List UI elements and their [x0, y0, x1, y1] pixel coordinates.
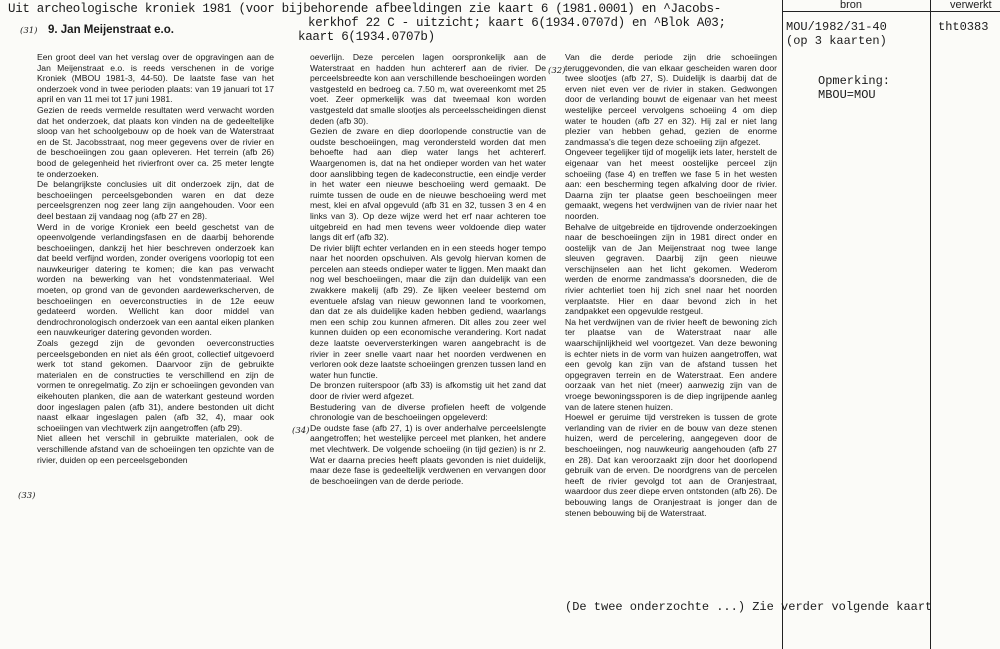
text-column-3 [565, 52, 777, 518]
paragraph: De rivier blijft echter verlanden en in een steeds hoger tempo naar het noorden opschuiven. Als gevolg hiervan komen de percelen aan steeds ondieper water te liggen. Men maakt dan nog wel beschoeiingen, maar die zijn dan duidelijk van een zwakkere makelij (afb 29). Ze lijken veeleer bestemd om eventuele afslag van nieuw gewonnen land te voorkomen, dan dat ze als duidelijke kaden hebben gediend, waarlangs men een schip zou kunnen afmeren. Dit alles zou zeer wel kunnen duiden op een economische verandering. Kort nadat deze laatste oeverversterkingen waren aangebracht is de rivier in zeer snelle vaart naar het noorden verdwenen en verloren ook deze laatste schoeiingen grenzen tussen land en water hun functie. [310, 242, 547, 380]
bron-label: bron [840, 0, 863, 11]
paragraph: Bestudering van de diverse profielen heeft de volgende chronologie van de beschoeiingen opgeleverd: [310, 401, 546, 423]
paragraph: Van die derde periode zijn drie schoeiingen teruggevonden, die van elkaar gescheiden waren door twee slootjes (afb 27, S). Duidelijk is daarbij dat de erven niet even ver de rivier in staken. Gedwongen door de verlanding bouwt de eigenaar van het meest westelijke perceel vervolgens schoeiing 4 om diep water te houden (afb 27 en 32). Hij zal er niet lang plezier van hebben gehad, gezien de enorme zandmassa's die tegen deze schoeiing zijn afgezet. [565, 52, 777, 147]
paragraph: Na het verdwijnen van de rivier heeft de bewoning zich ter plaatse van de Waterstraat naar alle waarschijnlijkheid wel voortgezet. Van deze bewoning is echter niets in de vorm van huizen aangetroffen, wat een gevolg kan zijn van de afstand tussen het opgegraven terrein en de Waterstraat. Een andere oorzaak van het niet (meer) aanwezig zijn van de vroege bewoningssporen is de diep ingrijpende aanleg van de latere stenen huizen. [565, 316, 777, 412]
paragraph: Gezien de zware en diep doorlopende constructie van de oudste beschoeiingen, mag verondersteld worden dat men behoefte had aan diep water langs het achtererf. Waargenomen is, dat na het ondieper worden van het water door aanslibbing tegen de kadeconstructie, een eindje verder in het water een nieuwe beschoeiing werd gemaakt. De ruimte tussen de oude en de nieuwe beschoeiing werd met mest, klei en afval opgevuld (afb 31 en 32, tussen 3 en 4 en links van 3). Op deze wijze werd het erf naar achteren toe uitgebreid en had men tevens weer voldoende diep water langs dit erf (afb 32). [310, 126, 546, 243]
paragraph: oeverlijn. Deze percelen lagen oorspronkelijk aan de Waterstraat en hadden hun achtererf aan de rivier. De perceelsbreedte kon aan verschillende beschoeiingen worden vastgesteld en bedroeg ca. 7.50 m, wat overeenkomt met 25 voet. Zeer opmerkelijk was dat tweemaal kon worden vastgesteld dat smalle slootjes als perceelsscheidingen dienst deden (afb 30). [310, 52, 546, 126]
continuation-note: (De twee onderzochte ...) Zie verder volgende kaart [565, 600, 933, 614]
margin-mark-33: (33) [18, 491, 36, 501]
paragraph: Behalve de uitgebreide en tijdrovende onderzoekingen naar de beschoeiingen zijn in 1981 direct onder en oostelijk van de Jan Meijenstraat nog twee lange sleuven gegraven. Daarbij zijn geen nieuwe verschijnselen aan het licht gekomen. Wederom werden de enorme zandmassa's doorsneden, die de rivier achterliet toen hij zich snel naar het noorden verplaatste. Hier en daar bevond zich in het zandpakket een opgevulde restgeul. [565, 221, 777, 317]
bron-value-line-2: (op 3 kaarten) [786, 34, 887, 48]
opmerking-label: Opmerking: [818, 74, 891, 88]
index-panel [782, 0, 1000, 649]
opmerking-value: MBOU=MOU [818, 88, 876, 102]
header-line-2: kerkhof 22 C - uitzicht; kaart 6(1934.0707d) en ^Blok A03; [308, 16, 726, 30]
verwerkt-value: tht0383 [938, 20, 989, 34]
paragraph: Een groot deel van het verslag over de opgravingen aan de Jan Meijenstraat e.o. is reeds verschenen in de vorige Kroniek (MBOU 1981-3, 44-50). De laatste fase van het onderzoek vond in twee perioden plaats: van 19 januari tot 17 april en van 11 mei tot 17 juni 1981. [37, 52, 274, 105]
text-column-2 [310, 52, 546, 486]
section-title: 9. Jan Meijenstraat e.o. [48, 24, 174, 36]
margin-mark-34: (34) [292, 426, 310, 436]
paragraph: Werd in de vorige Kroniek een beeld geschetst van de opeenvolgende verlandingsfasen en de daarbij behorende beschoeiingen, dankzij het hier beschreven onderzoek kan dat beeld verfijnd worden, zonder overigens voorlopig tot een nauwkeuriger datering te komen; die kan pas verwacht worden na bewerking van het vondstenmateriaal. Wel moeten, op grond van de gevonden aardewerkscherven, de beschoeiingen en oeverconstructies in de 12e eeuw gedateerd worden. Wellicht kan door middel van dendrochronologisch onderzoek van een aantal eiken planken een nauwkeuriger datering gevonden worden. [37, 221, 274, 338]
typed-header [8, 2, 778, 44]
paragraph: Ongeveer tegelijker tijd of mogelijk iets later, herstelt de eigenaar van het meest oostelijke perceel zijn schoeiing (fase 4) en treffen we fase 5 in het westen aan: een bescherming tegen afkalving door de rivier. Daarna zijn ter plaatse geen beschoeiingen meer gemaakt, wegens het verdwijnen van de rivier naar het noorden. [565, 147, 777, 221]
text-column-1 [37, 52, 274, 465]
paragraph: De oudste fase (afb 27, 1) is over anderhalve perceelslengte aangetroffen; het westelijke perceel met planken, het andere met vlechtwerk. De volgende schoeiing (in tijd gezien) is nr 2. Wat er daarna precies heeft plaats gevonden is niet duidelijk, maar deze fase is gedeeltelijk verdwenen en vervangen door de beschoeiingen van de derde periode. [310, 422, 546, 486]
paragraph: Hoewel er geruime tijd verstreken is tussen de grote verlanding van de rivier en de bouw van deze stenen huizen, werd de percelering, aangegeven door de beschoeiingen, nog nauwkeurig aangehouden (afb 27 en 28). Dat kan veroorzaakt zijn door het doorlopend gebruik van de erven. De noordgrens van de percelen heeft de rivier gevolgd tot aan de Oranjestraat, waardoor dus zeer diepe erven ontstonden (afb 26). De bebouwing langs de Oranjestraat is jonger dan de stenen bebouwing bij de Waterstraat. [565, 412, 777, 518]
margin-mark-32: (32) [548, 66, 566, 76]
margin-mark-31: (31) [20, 26, 38, 36]
panel-header-rule [782, 11, 1000, 12]
paragraph: De belangrijkste conclusies uit dit onderzoek zijn, dat de beschoeiingen perceelsgebonden waren en dat deze perceelsgrenzen nog zeer lang zijn aangehouden. Voor een deel bestaan zij vandaag nog (afb 27 en 28). [37, 179, 274, 221]
paragraph: Gezien de reeds vermelde resultaten werd verwacht worden dat het onderzoek, dat plaats kon vinden na de gedeeltelijke sloop van het schoolgebouw op de hoek van de Waterstraat en de St. Jacobsstraat, nog meer gegevens over de rivier en de beschoeiingen zou gaan opleveren. Het terrein (afb 26) bood de gelegenheid het rivierfront over ca. 25 meter lengte te onderzoeken. [37, 104, 274, 179]
paragraph: Zoals gezegd zijn de gevonden oeverconstructies perceelsgebonden en niet als één groot, collectief uitgevoerd werk tot stand gekomen. Daarvoor zijn de gebruikte materialen en de constructies te verschillend en zijn de vormen te onregelmatig. Zo zijn er schoeiingen gevonden van eikehouten planken, die aan de waterkant gesteund worden door ingeslagen palen (afb 31), andere bestonden uit dicht naast elkaar ingeslagen palen (afb 32, 4), maar ook schoeiingen van vlechtwerk zijn aangetroffen (afb 29). [37, 338, 274, 433]
verwerkt-label: verwerkt [950, 0, 992, 11]
bron-value-line-1: MOU/1982/31-40 [786, 20, 887, 34]
paragraph: De bronzen ruiterspoor (afb 33) is afkomstig uit het zand dat door de rivier werd afgezet. [310, 380, 546, 401]
header-line-1: Uit archeologische kroniek 1981 (voor bijbehorende afbeeldingen zie kaart 6 (1981.0001) en ^Jacobs- [8, 2, 721, 16]
header-line-3: kaart 6(1934.0707b) [298, 30, 435, 44]
panel-divider [930, 0, 931, 649]
paragraph: Niet alleen het verschil in gebruikte materialen, ook de verschillende afstand van de schoeiingen ten opzichte van de rivier, duiden op een perceelsgebonden [37, 433, 274, 465]
panel-left-border [782, 0, 783, 649]
